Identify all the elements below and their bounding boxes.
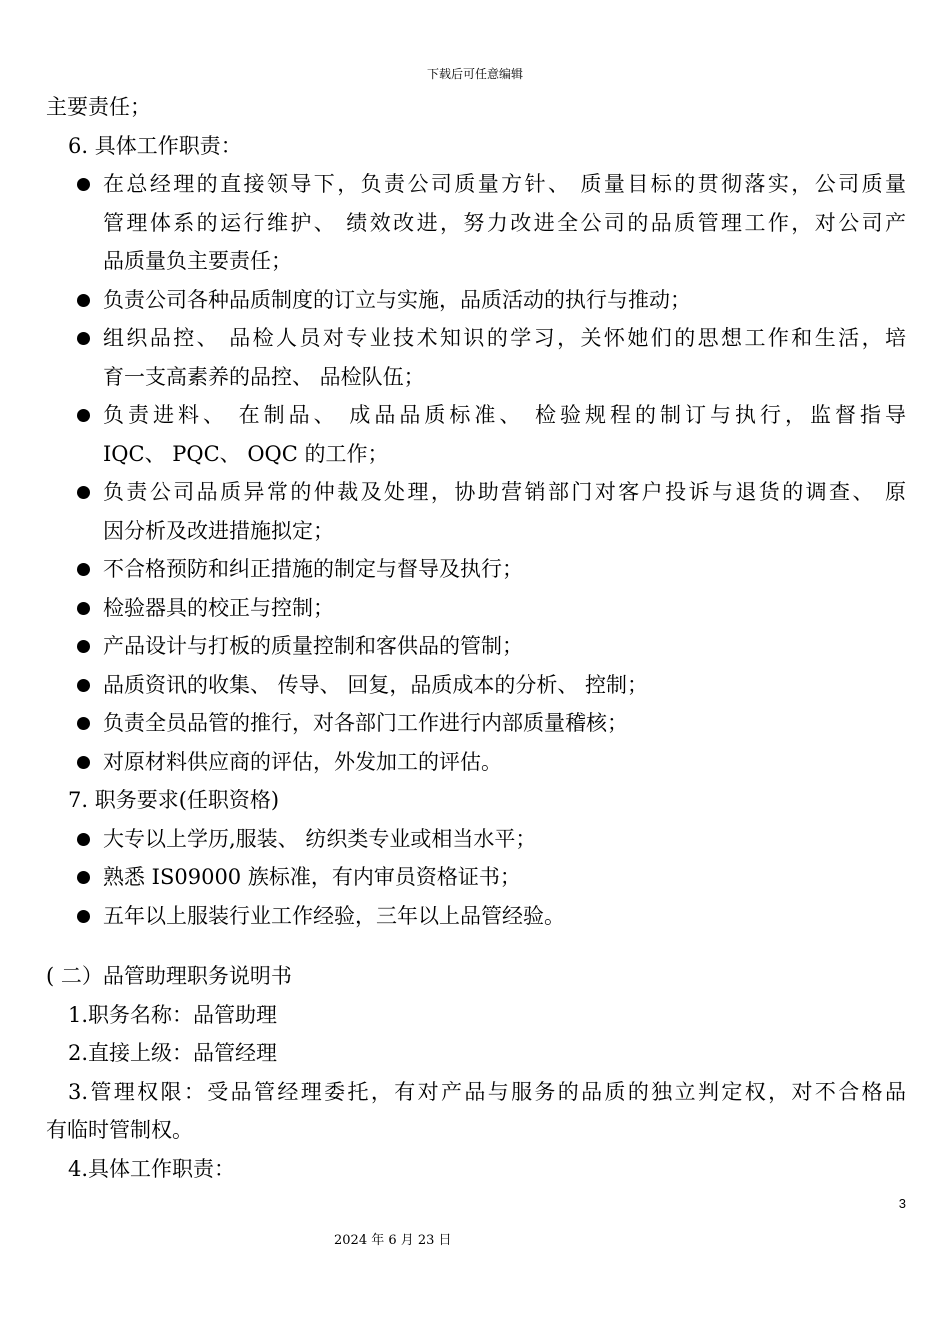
bullet-icon: [77, 563, 90, 576]
bullet-icon: [77, 756, 90, 769]
bullet-continuation: 管理体系的运行维护、 绩效改进，努力改进全公司的品质管理工作，对公司产: [103, 210, 906, 235]
bullet-item: 五年以上服装行业工作经验，三年以上品管经验。: [46, 897, 906, 936]
bullet-continuation: 育一支高素养的品控、 品检队伍；: [103, 364, 425, 389]
spacer: [46, 935, 906, 957]
bullet-icon: [77, 871, 90, 884]
bullet-continuation: IQC、 PQC、 OQC 的工作；: [103, 441, 389, 466]
numbered-item: 2.直接上级：品管经理: [68, 1041, 278, 1065]
bullet-item: 在总经理的直接领导下，负责公司质量方针、 质量目标的贯彻落实，公司质量: [46, 165, 906, 204]
bullet-icon: [77, 178, 90, 191]
bullet-item: 不合格预防和纠正措施的制定与督导及执行；: [46, 550, 906, 589]
section-heading-7: 7. 职务要求(任职资格): [68, 788, 280, 812]
page-number: 3: [898, 1196, 906, 1211]
bullet-icon: [77, 910, 90, 923]
bullet-item: 产品设计与打板的质量控制和客供品的管制；: [46, 627, 906, 666]
bullet-item: 熟悉 IS09000 族标准，有内审员资格证书；: [46, 858, 906, 897]
numbered-item: 4.具体工作职责：: [68, 1156, 236, 1181]
bullet-icon: [77, 679, 90, 692]
bullet-item: 负责进料、 在制品、 成品品质标准、 检验规程的制订与执行，监督指导: [46, 396, 906, 435]
numbered-item: 1.职务名称：品管助理: [68, 1002, 278, 1027]
bullet-icon: [77, 602, 90, 615]
bullet-icon: [77, 717, 90, 730]
document-body: [46, 88, 906, 1188]
bullet-continuation: 因分析及改进措施拟定；: [103, 518, 334, 543]
bullet-continuation: 品质量负主要责任；: [103, 249, 292, 273]
bullet-icon: [77, 640, 90, 653]
bullet-item: 品质资讯的收集、 传导、 回复，品质成本的分析、 控制；: [46, 666, 906, 705]
text-line: 主要责任；: [46, 95, 151, 119]
bullet-item: 大专以上学历,服装、 纺织类专业或相当水平；: [46, 820, 906, 859]
section-title: ( 二）品管助理职务说明书: [46, 964, 292, 988]
bullet-item: 检验器具的校正与控制；: [46, 589, 906, 628]
numbered-item-continuation: 有临时管制权。: [46, 1118, 193, 1142]
bullet-item: 负责公司各种品质制度的订立与实施，品质活动的执行与推动；: [46, 281, 906, 320]
bullet-item: 组织品控、 品检人员对专业技术知识的学习，关怀她们的思想工作和生活，培: [46, 319, 906, 358]
section-heading-6: 6. 具体工作职责：: [68, 133, 242, 158]
bullet-icon: [77, 833, 90, 846]
bullet-icon: [77, 486, 90, 499]
page-header: 下载后可任意编辑: [426, 67, 523, 81]
bullet-icon: [77, 332, 90, 345]
bullet-icon: [77, 294, 90, 307]
bullet-item: 对原材料供应商的评估，外发加工的评估。: [46, 743, 906, 782]
bullet-icon: [77, 409, 90, 422]
bullet-item: 负责全员品管的推行，对各部门工作进行内部质量稽核；: [46, 704, 906, 743]
bullet-item: 负责公司品质异常的仲裁及处理，协助营销部门对客户投诉与退货的调查、 原: [46, 473, 906, 512]
numbered-item: 3.管理权限：受品管经理委托，有对产品与服务的品质的独立判定权，对不合格品: [68, 1079, 906, 1104]
page-footer-date: 2024 年 6 月 23 日: [334, 1233, 452, 1248]
